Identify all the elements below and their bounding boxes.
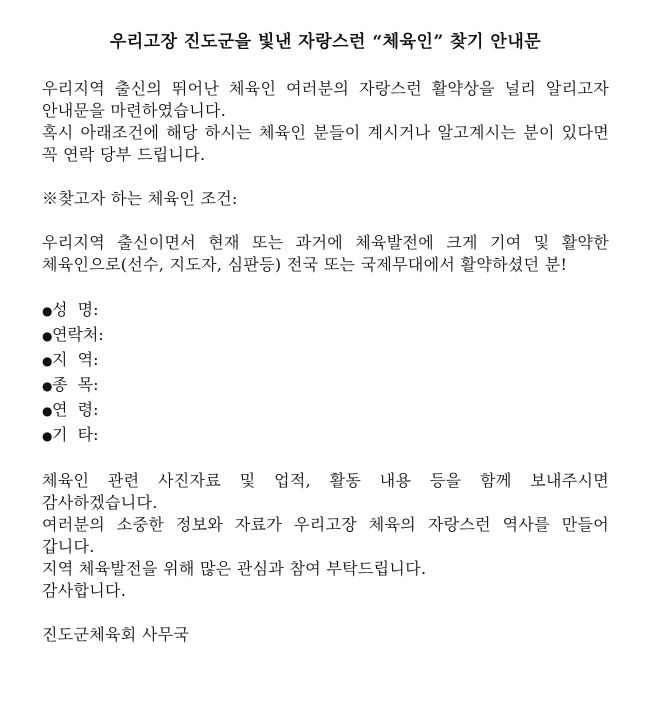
closing-paragraph-3: 지역 체육발전을 위해 많은 관심과 참여 부탁드립니다.	[42, 559, 427, 578]
closing-thanks: 감사합니다.	[42, 581, 127, 600]
field-region	[42, 348, 609, 373]
field-label: 지 역:	[52, 350, 99, 369]
condition-heading: ※찾고자 하는 체육인 조건:	[42, 189, 238, 208]
bullet-icon: ●	[42, 304, 53, 318]
field-sport	[42, 373, 609, 398]
spacer	[42, 448, 609, 470]
signature: 진도군체육회 사무국	[42, 625, 190, 644]
contact-field-list	[42, 298, 609, 448]
field-contact	[42, 323, 609, 348]
bullet-icon: ●	[42, 379, 53, 393]
field-label: 기 타:	[52, 425, 99, 444]
bullet-icon: ●	[42, 429, 53, 443]
bullet-icon: ●	[42, 329, 53, 343]
spacer	[42, 166, 609, 188]
spacer	[42, 210, 609, 232]
field-name	[42, 298, 609, 323]
field-label: 성 명:	[52, 300, 99, 319]
field-label: 종 목:	[52, 375, 99, 394]
closing-paragraph-1: 체육인 관련 사진자료 및 업적, 활동 내용 등을 함께 보내주시면 감사하겠습니다.	[42, 471, 609, 512]
condition-text: 우리지역 출신이면서 현재 또는 과거에 체육발전에 크게 기여 및 활약한 체육인으로(선수, 지도자, 심판등) 전국 또는 국제무대에서 활약하셨던 분!	[42, 233, 609, 274]
field-label: 연 령:	[52, 400, 99, 419]
document-title: 우리고장 진도군을 빛낸 자랑스런 “체육인” 찾기 안내문	[109, 32, 542, 52]
intro-paragraph-1: 우리지역 출신의 뛰어난 체육인 여러분의 자랑스런 활약상을 널리 알리고자 안내문을 마련하였습니다.	[42, 79, 609, 120]
field-age	[42, 398, 609, 423]
bullet-icon: ●	[42, 404, 53, 418]
intro-paragraph-2: 혹시 아래조건에 해당 하시는 체육인 분들이 계시거나 알고계시는 분이 있다면 꼭 연락 당부 드립니다.	[42, 123, 609, 164]
bullet-icon: ●	[42, 354, 53, 368]
spacer	[42, 276, 609, 298]
field-label: 연락처:	[52, 325, 104, 344]
closing-paragraph-2: 여러분의 소중한 정보와 자료가 우리고장 체육의 자랑스런 역사를 만들어 갑니다.	[42, 515, 609, 556]
field-other	[42, 423, 609, 448]
spacer	[42, 602, 609, 624]
